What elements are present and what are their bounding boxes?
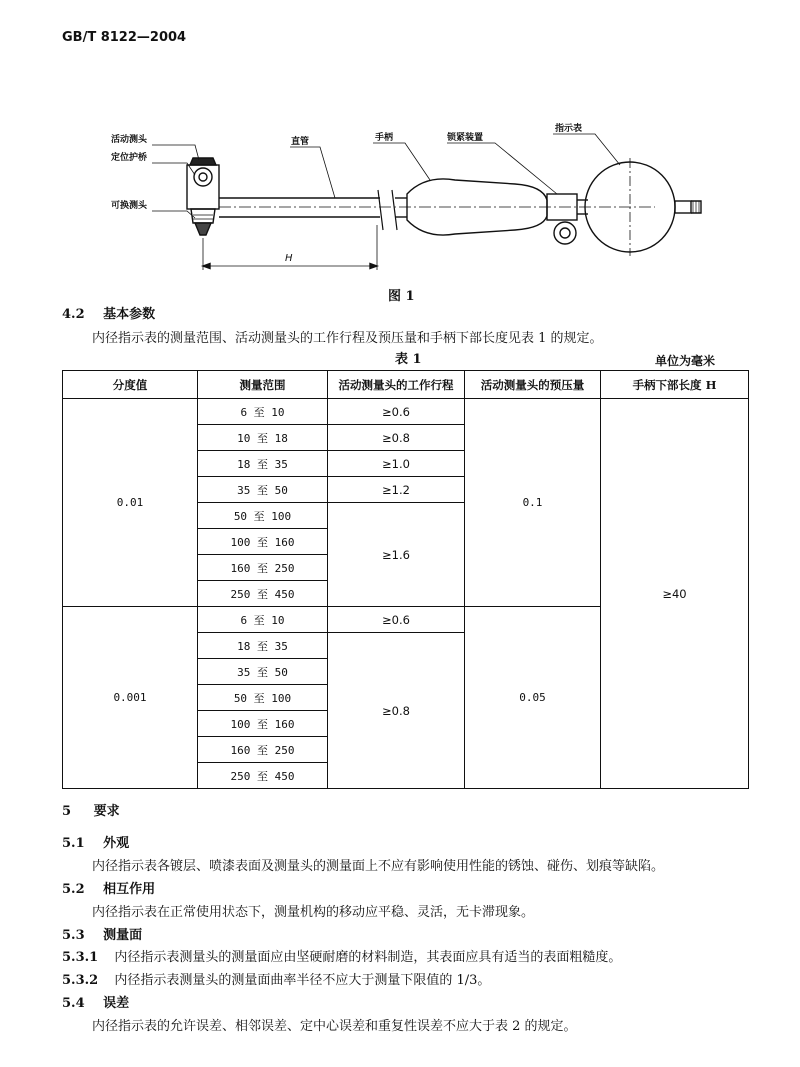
section-5-4-text: 内径指示表的允许误差、相邻误差、定中心误差和重复性误差不应大于表 2 的规定。 [92, 1019, 577, 1034]
label-movable-probe: 活动测头 [111, 135, 148, 145]
positioning-bridge-ring [194, 168, 212, 186]
section-5-1-text: 内径指示表各镀层、喷漆表面及测量头的测量面上不应有影响使用性能的锈蚀、碰伤、划痕等缺陷。 [92, 859, 665, 874]
section-number: 5 [62, 804, 72, 819]
cell-range: 35 至 50 [198, 477, 328, 503]
cell-stroke: ≥0.8 [328, 633, 465, 789]
leader-positioning-bridge [152, 163, 195, 175]
cell-stroke: ≥1.2 [328, 477, 465, 503]
cell-stroke: ≥0.6 [328, 607, 465, 633]
section-4-2-text: 内径指示表的测量范围、活动测量头的工作行程及预压量和手柄下部长度见表 1 的规定。 [92, 331, 603, 346]
cell-range: 18 至 35 [198, 451, 328, 477]
label-dial-indicator: 指示表 [555, 124, 583, 134]
leader-straight-tube [290, 147, 335, 198]
cell-range: 50 至 100 [198, 685, 328, 711]
section-5-2-text: 内径指示表在正常使用状态下，测量机构的移动应平稳、灵活，无卡滞现象。 [92, 905, 535, 920]
cell-division: 0.01 [63, 399, 198, 607]
locking-device-knob [554, 222, 576, 244]
section-4-2-heading [62, 303, 155, 322]
section-number: 5.3.2 [62, 973, 99, 988]
probe-head-body [187, 165, 219, 209]
cell-range: 50 至 100 [198, 503, 328, 529]
cell-stroke: ≥1.0 [328, 451, 465, 477]
dial-cap-knurl [693, 201, 699, 213]
replaceable-probe-housing [191, 209, 215, 223]
table-title: 表 1 [395, 352, 422, 367]
section-title: 相互作用 [103, 882, 156, 897]
locking-device-knob-inner [560, 228, 570, 238]
section-number: 5.4 [62, 996, 85, 1011]
label-locking-device: 锁紧装置 [447, 133, 484, 143]
leader-locking-device [447, 143, 557, 194]
figure-1-instrument-drawing [95, 120, 735, 275]
label-replaceable-probe: 可换测头 [111, 201, 148, 211]
cell-stroke: ≥0.6 [328, 399, 465, 425]
probe-thread-lines [193, 215, 213, 219]
label-handle: 手柄 [375, 133, 394, 143]
section-5-2-heading [62, 878, 155, 897]
header-stroke: 活动测量头的工作行程 [328, 371, 465, 399]
cell-preload: 0.1 [465, 399, 601, 607]
table-header-row [63, 371, 749, 399]
table-row [63, 399, 749, 425]
section-number: 5.3.1 [62, 950, 99, 965]
cell-stroke: ≥0.8 [328, 425, 465, 451]
positioning-bridge-inner [199, 173, 207, 181]
section-5-4-heading [62, 992, 129, 1011]
section-title: 测量面 [103, 928, 143, 943]
header-preload: 活动测量头的预压量 [465, 371, 601, 399]
cell-range: 250 至 450 [198, 581, 328, 607]
label-positioning-bridge: 定位护桥 [111, 153, 148, 163]
cell-range: 6 至 10 [198, 399, 328, 425]
cell-range: 250 至 450 [198, 763, 328, 789]
header-handle-length: 手柄下部长度 H [601, 371, 749, 399]
cell-range: 35 至 50 [198, 659, 328, 685]
cell-preload: 0.05 [465, 607, 601, 789]
section-5-3-heading [62, 924, 142, 943]
section-title: 基本参数 [103, 307, 156, 322]
cell-range: 10 至 18 [198, 425, 328, 451]
section-title: 误差 [103, 996, 130, 1011]
cell-division: 0.001 [63, 607, 198, 789]
section-text: 内径指示表测量头的测量面应由坚硬耐磨的材料制造，其表面应具有适当的表面粗糙度。 [114, 950, 622, 965]
cell-range: 18 至 35 [198, 633, 328, 659]
section-title: 要求 [93, 804, 120, 819]
header-division: 分度值 [63, 371, 198, 399]
label-straight-tube: 直管 [291, 137, 310, 147]
cell-range: 100 至 160 [198, 529, 328, 555]
leader-movable-probe [152, 145, 199, 160]
dial-stem [675, 201, 691, 213]
movable-probe-tip [190, 158, 216, 165]
label-dimension-h: H [285, 253, 293, 264]
cell-stroke: ≥1.6 [328, 503, 465, 607]
section-number: 5.3 [62, 928, 85, 943]
cell-range: 160 至 250 [198, 555, 328, 581]
table-unit: 单位为毫米 [655, 354, 716, 368]
table-1 [62, 370, 749, 789]
cell-range: 160 至 250 [198, 737, 328, 763]
section-text: 内径指示表测量头的测量面曲率半径不应大于测量下限值的 1/3。 [114, 973, 491, 988]
standard-code: GB/T 8122—2004 [62, 30, 187, 45]
section-5-3-2 [62, 969, 490, 988]
leader-handle [373, 143, 430, 180]
leader-replaceable-probe [152, 211, 195, 218]
header-range: 测量范围 [198, 371, 328, 399]
section-5-1-heading [62, 832, 129, 851]
leader-dial-indicator [553, 134, 620, 165]
section-5-3-1 [62, 946, 621, 965]
section-title: 外观 [103, 836, 130, 851]
tube-break-marks [378, 190, 397, 230]
section-number: 4.2 [62, 307, 85, 322]
cell-handle-length: ≥40 [601, 399, 749, 789]
section-5-heading [62, 800, 120, 819]
figure-caption: 图 1 [388, 289, 415, 304]
section-number: 5.2 [62, 882, 85, 897]
replaceable-probe-tip [195, 223, 211, 235]
cell-range: 6 至 10 [198, 607, 328, 633]
section-number: 5.1 [62, 836, 85, 851]
cell-range: 100 至 160 [198, 711, 328, 737]
